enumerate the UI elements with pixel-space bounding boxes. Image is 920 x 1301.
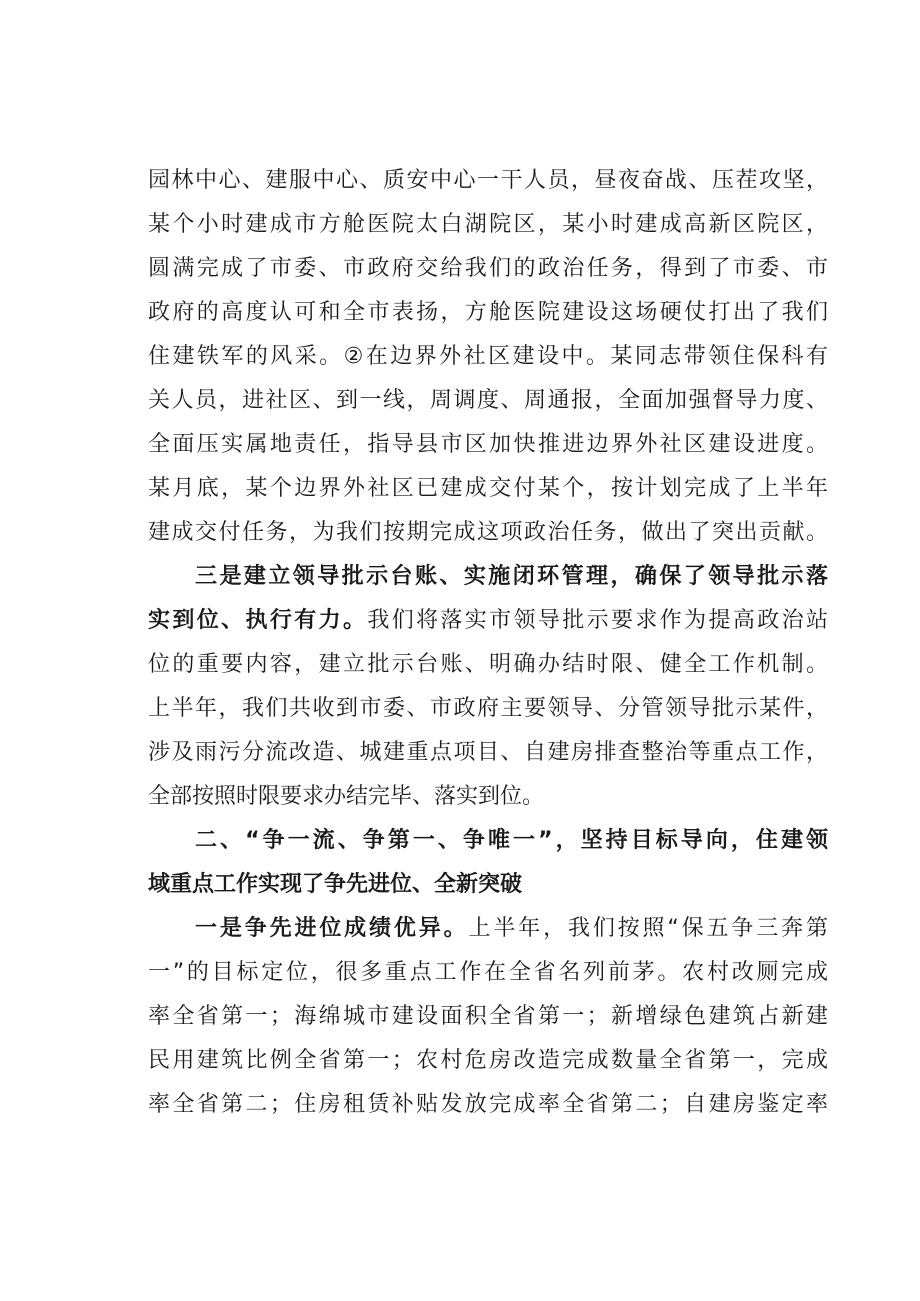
para3-line-6: 全部按照时限要求办结完毕、落实到位。 [148, 784, 545, 809]
para4-bold-lead: 一是争先进位成绩优异。 [195, 916, 469, 941]
body-line-1: 园林中心、建服中心、质安中心一干人员，昼夜奋战、压茬攻坚， [148, 168, 828, 193]
para4-line-1 [195, 907, 828, 951]
para3-bold-line-1: 三是建立领导批示台账、实施闭环管理，确保了领导批示落 [195, 564, 828, 589]
para4-line-2: 一”的目标定位，很多重点工作在全省名列前茅。农村改厕完成 [148, 960, 828, 985]
para4-line-5: 率全省第二；住房租赁补贴发放完成率全省第二；自建房鉴定率 [148, 1092, 828, 1117]
section-heading-line-2: 域重点工作实现了争先进位、全新突破 [148, 872, 523, 897]
para3-line-4: 上半年，我们共收到市委、市政府主要领导、分管领导批示某件， [148, 696, 828, 721]
body-line-2: 某个小时建成市方舱医院太白湖院区，某小时建成高新区院区， [148, 212, 828, 237]
body-line-5: 住建铁军的风采。②在边界外社区建设中。某同志带领住保科有 [148, 344, 828, 369]
para3-rest: 我们将落实市领导批示要求作为提高政治站 [367, 608, 828, 633]
para3-line-5: 涉及雨污分流改造、城建重点项目、自建房排查整治等重点工作， [148, 740, 828, 765]
para4-line-4: 民用建筑比例全省第一；农村危房改造完成数量全省第一，完成 [148, 1048, 828, 1073]
body-line-9: 建成交付任务，为我们按期完成这项政治任务，做出了突出贡献。 [148, 520, 828, 545]
para3-line-3: 位的重要内容，建立批示台账、明确办结时限、健全工作机制。 [148, 652, 828, 677]
section-heading-line-1: 二、“争一流、争第一、争唯一”，坚持目标导向，住建领 [195, 828, 828, 853]
body-line-4: 政府的高度认可和全市表扬，方舱医院建设这场硬仗打出了我们 [148, 300, 828, 325]
para4-rest: 上半年，我们按照“保五争三奔第 [468, 916, 828, 941]
para4-line-3: 率全省第一；海绵城市建设面积全省第一；新增绿色建筑占新建 [148, 1004, 828, 1029]
body-line-8: 某月底，某个边界外社区已建成交付某个，按计划完成了上半年 [148, 476, 828, 501]
body-line-7: 全面压实属地责任，指导县市区加快推进边界外社区建设进度。 [148, 432, 828, 457]
para3-bold-lead: 实到位、执行有力。 [148, 608, 368, 633]
body-line-3: 圆满完成了市委、市政府交给我们的政治任务，得到了市委、市 [148, 256, 828, 281]
body-line-6: 关人员，进社区、到一线，周调度、周通报，全面加强督导力度、 [148, 388, 828, 413]
para3-line-2 [148, 599, 828, 643]
